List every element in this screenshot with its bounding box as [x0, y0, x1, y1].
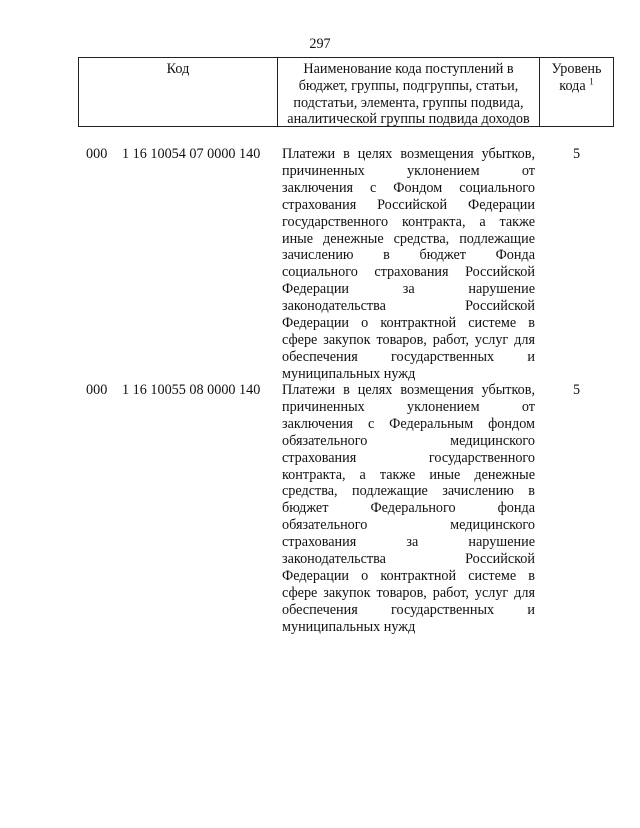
row-name-line: социального страхования Российской	[282, 264, 535, 281]
row-name-line: обязательного медицинского	[282, 432, 535, 449]
header-level-text: кода	[559, 77, 586, 94]
row-name-line: обеспечения государственных и	[282, 601, 535, 618]
header-level-line: Уровень	[551, 61, 602, 77]
row-level: 5	[572, 146, 581, 162]
row-name-line: Платежи в целях возмещения убытков,	[282, 146, 535, 162]
header-name	[278, 58, 540, 126]
row-admin-code: 000	[86, 146, 108, 162]
row-name-line: государственного контракта, а также	[282, 213, 535, 230]
row-name-line: муниципальных нужд	[282, 365, 416, 382]
row-name-line: страхования Российской Федерации	[282, 196, 535, 213]
header-code: Код	[79, 58, 278, 126]
header-name-line: Наименование кода поступлений в	[303, 61, 514, 77]
footnote-marker: 1	[589, 76, 594, 87]
row-name-line: иные денежные средства, подлежащие	[282, 230, 535, 247]
row-name-line: страхования за нарушение	[282, 534, 535, 551]
row-admin-code: 000	[86, 382, 108, 398]
row-name-line: средства, подлежащие зачислению в	[282, 483, 535, 500]
header-name-line: аналитической группы подвида доходов	[287, 111, 530, 128]
row-name-line: муниципальных нужд	[282, 618, 416, 635]
row-name-line: заключения с Федеральным фондом	[282, 415, 535, 432]
row-name	[282, 146, 535, 383]
row-name-line: причиненных уклонением от	[282, 398, 535, 415]
row-name	[282, 382, 535, 636]
row-name-line: контракта, а также иные денежные	[282, 466, 535, 483]
row-name-line: Федерации о контрактной системе в	[282, 315, 535, 332]
row-name-line: обязательного медицинского	[282, 517, 535, 534]
row-level: 5	[572, 382, 581, 398]
row-name-line: зачислению в бюджет Фонда	[282, 247, 535, 264]
row-name-line: законодательства Российской	[282, 298, 535, 315]
row-name-line: заключения с Фондом социального	[282, 179, 535, 196]
header-level-line	[540, 78, 613, 95]
row-revenue-code: 1 16 10054 07 0000 140	[122, 146, 261, 162]
row-name-line: законодательства Российской	[282, 551, 535, 568]
row-name-line: причиненных уклонением от	[282, 162, 535, 179]
row-name-line: сфере закупок товаров, работ, услуг для	[282, 584, 535, 601]
row-name-line: сфере закупок товаров, работ, услуг для	[282, 331, 535, 348]
row-revenue-code: 1 16 10055 08 0000 140	[122, 382, 261, 398]
header-name-line: подстатьи, элемента, группы подвида,	[293, 94, 524, 111]
row-name-line: страхования государственного	[282, 449, 535, 466]
page-number: 297	[309, 36, 331, 52]
row-name-line: Федерации о контрактной системе в	[282, 567, 535, 584]
header-level	[540, 58, 613, 126]
row-name-line: Платежи в целях возмещения убытков,	[282, 382, 535, 398]
row-name-line: бюджет Федерального фонда	[282, 500, 535, 517]
header-name-line: бюджет, группы, подгруппы, статьи,	[298, 77, 519, 94]
table-header	[78, 57, 614, 127]
row-name-line: обеспечения государственных и	[282, 348, 535, 365]
row-name-line: Федерации за нарушение	[282, 281, 535, 298]
